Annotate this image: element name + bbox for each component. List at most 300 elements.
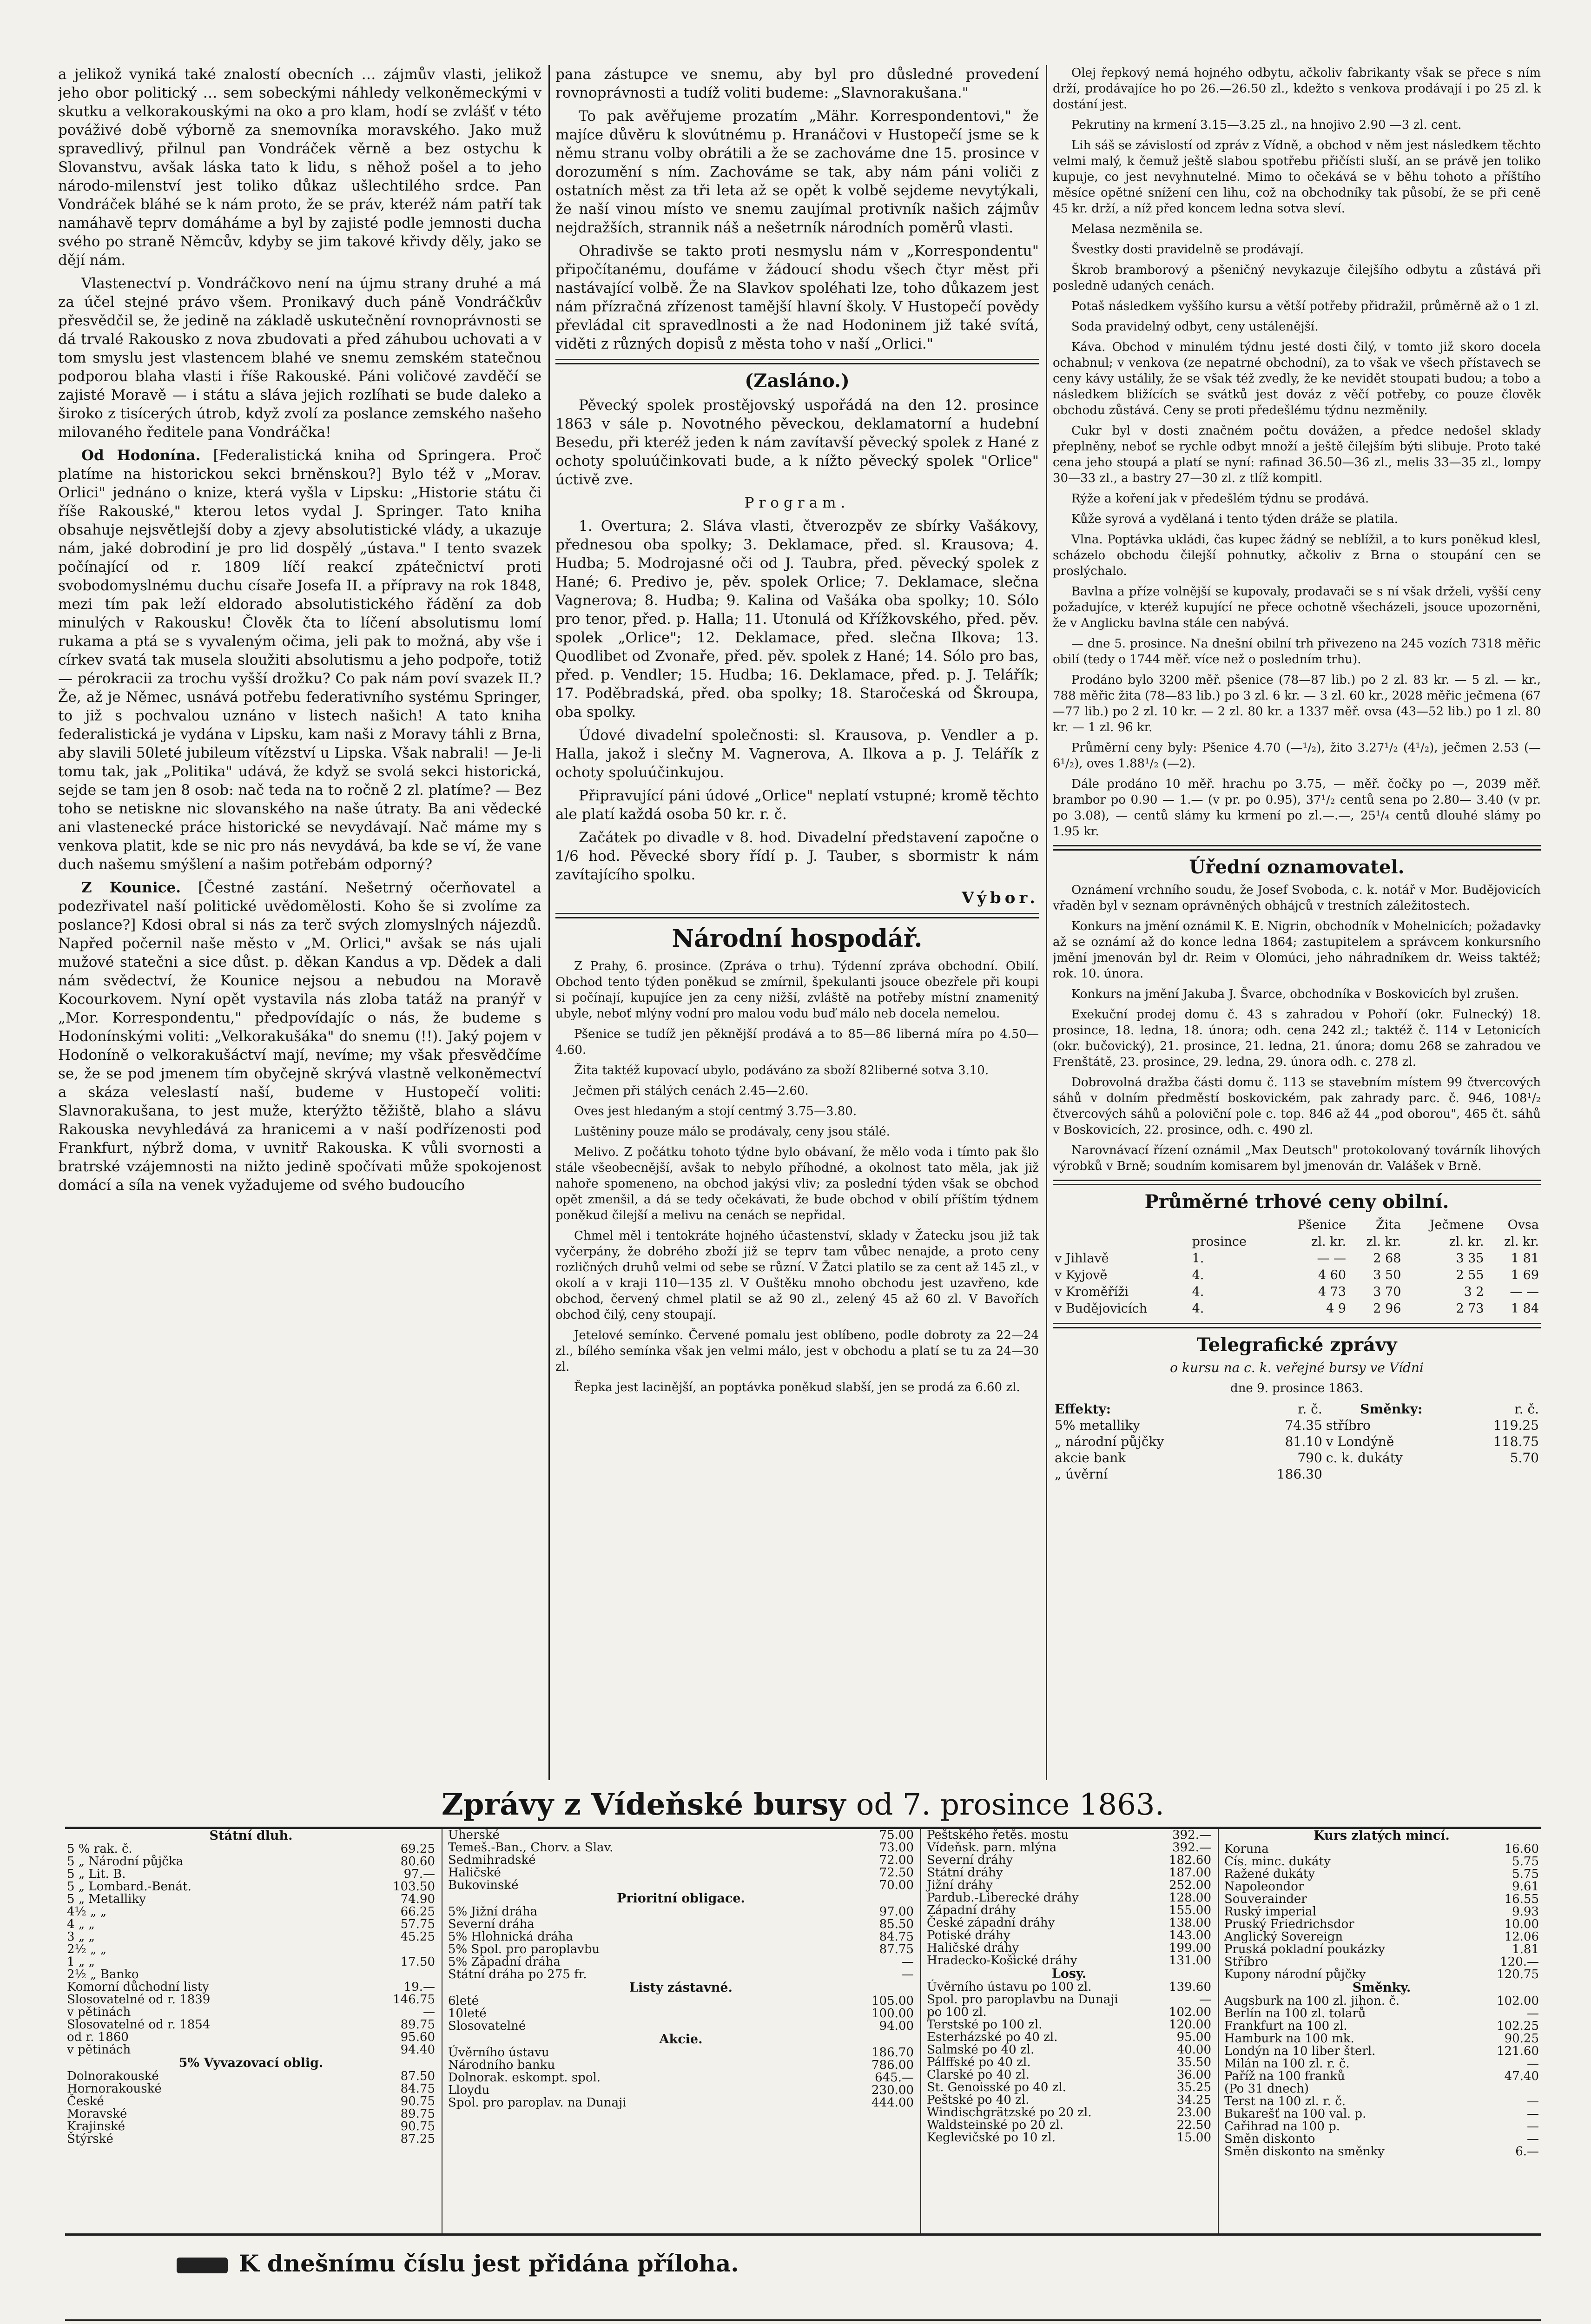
security-price: 9.93 bbox=[1512, 1905, 1539, 1919]
table-row bbox=[446, 1879, 916, 1892]
table-header-row: Effekty: r. č. Směnky: r. č. bbox=[1055, 1401, 1539, 1417]
table-row bbox=[1222, 1881, 1541, 1893]
table-row bbox=[65, 2133, 437, 2146]
table-row bbox=[65, 1893, 437, 1906]
security-name: Temeš.-Ban., Chorv. a Slav. bbox=[448, 1841, 614, 1855]
table-row bbox=[925, 1917, 1213, 1929]
market-paragraph: Luštěniny pouze málo se prodávaly, ceny jsou stálé. bbox=[574, 1125, 890, 1139]
security-price: 45.25 bbox=[400, 1930, 435, 1944]
table-row bbox=[925, 2132, 1213, 2144]
security-name: Milán na 100 zl. r. č. bbox=[1224, 2057, 1350, 2071]
security-name: Souverainder bbox=[1224, 1892, 1307, 1906]
security-name: Národního banku bbox=[448, 2058, 555, 2072]
security-price: 786.00 bbox=[871, 2058, 914, 2072]
security-price: 120.— bbox=[1500, 1955, 1539, 1969]
security-price: 12.06 bbox=[1504, 1930, 1539, 1944]
table-row bbox=[65, 1956, 437, 1968]
grain-price-table bbox=[1053, 1217, 1541, 1317]
table-row bbox=[1222, 2070, 1541, 2083]
security-price: — bbox=[902, 1967, 914, 1981]
bourse-section-heading: Listy zástavné. bbox=[629, 1981, 733, 1995]
security-price: 57.75 bbox=[400, 1917, 435, 1931]
notice-paragraph: Začátek po divadle v 8. hod. Divadelní představení započne o 1/6 hod. Pěvecké sbory řídí p. J. Tauber, s sbormistr k nám zavítajícího spolku. bbox=[555, 829, 1039, 883]
security-price: 23.00 bbox=[1176, 2106, 1211, 2119]
security-name: Slosovatelné od r. 1854 bbox=[67, 2018, 211, 2032]
table-row bbox=[925, 2119, 1213, 2132]
security-name: Salmské po 40 zl. bbox=[927, 2043, 1035, 2057]
market-paragraph: Z Prahy, 6. prosince. (Zpráva o trhu). Týdenní zpráva obchodní. Obilí. Obchod tento týden poněkud se zmírnil, špekulanti jsouce obezřele při koupi si počínají, kupujíce jen za ceny nižší, zvláště na potřeby místní znamenitý ubyle, neboť mlýny vodní pro malou vodu buď málo neb docela nemelou. bbox=[555, 959, 1039, 1021]
section-title: Úřední oznamovatel. bbox=[1189, 856, 1405, 878]
security-price: 120.75 bbox=[1497, 1967, 1539, 1981]
table-row bbox=[925, 1892, 1213, 1904]
security-price: 19.— bbox=[403, 1980, 435, 1994]
market-paragraph: Dále prodáno 10 měř. hrachu po 3.75, — měř. čočky po —, 2039 měř. brambor po 0.90 — 1.— (v pr. po 0.95), 37¹/₂ centů sena po 2.80— 3.40 (v pr. po 3.08), — centů slámy ku krmení po zl.—.—, 25¹/₄ centů dlouhé slámy po 1.95 kr. bbox=[1053, 777, 1541, 838]
market-paragraph: Jetelové semínko. Červené pomalu jest oblíbeno, podle dobroty za 22—24 zl., bílého semínka však jen velmi málo, jest v obchodu a platí se tu za 24—30 zl. bbox=[555, 1328, 1039, 1374]
table-row bbox=[446, 1918, 916, 1931]
security-name: Hornorakouské bbox=[67, 2082, 162, 2096]
security-price: 139.60 bbox=[1169, 1980, 1211, 1994]
security-price: 102.00 bbox=[1169, 2005, 1211, 2019]
security-name: Pálffské po 40 zl. bbox=[927, 2055, 1031, 2069]
security-name: 5 „ Metalliky bbox=[67, 1892, 146, 1906]
table-row bbox=[1222, 1843, 1541, 1855]
table-row bbox=[65, 2070, 437, 2083]
security-name: 3 „ „ bbox=[67, 1930, 95, 1944]
security-price bbox=[348, 1943, 437, 1956]
market-paragraph: Potaš následkem vyššího kursu a větší potřeby přidražil, průměrně až o 1 zl. bbox=[1071, 299, 1539, 313]
bourse-table bbox=[925, 1829, 1213, 1967]
security-price: 5.75 bbox=[1512, 1867, 1539, 1881]
security-name: Lloydu bbox=[448, 2083, 490, 2097]
security-name: Spol. pro paroplav. na Dunaji bbox=[448, 2096, 627, 2110]
article-paragraph: Vlastenectví p. Vondráčkovo není na újmu strany druhé a má za účel stejné právo všem. Pronikavý duch páně Vondráčkův přesvědčil se, že jedině na základě uskutečnění rovnoprávnosti se dá trvalé Rakousko z nova zbudovati a před záhubou uchovati a v tom smyslu jest vlastencem blahé ve snemu zemském statečnou podporou blaha vlasti i říše Rakouské. Páni voličové zavděčí se zajisté Moravě — i státu a sláva jejich rozlíhati se bude daleko a široko z tisícerých útrob, když zvolí za poslance zemského našeho milovaného ředitele pana Vondráčka! bbox=[58, 275, 541, 441]
security-name: Komorní důchodní listy bbox=[67, 1980, 209, 1994]
security-price: 75.00 bbox=[879, 1829, 914, 1842]
table-row bbox=[65, 1918, 437, 1931]
security-price: 155.00 bbox=[1169, 1903, 1211, 1917]
market-paragraph: Ječmen při stálých cenách 2.45—2.60. bbox=[574, 1084, 809, 1098]
security-name: Dolnorakouské bbox=[67, 2069, 159, 2083]
table-row bbox=[65, 1855, 437, 1868]
table-row bbox=[446, 1867, 916, 1879]
security-price: 95.00 bbox=[1176, 2030, 1211, 2044]
table-row bbox=[446, 1968, 916, 1981]
security-name: Stříbro bbox=[1224, 1955, 1268, 1969]
security-name: Potiské dráhy bbox=[927, 1928, 1010, 1942]
security-price: 35.25 bbox=[1176, 2080, 1211, 2094]
table-row bbox=[446, 2020, 916, 2033]
article-paragraph: Z Kounice. [Čestné zastání. Nešetrný očerňovatel a podezřivatel naší politické uvědomělosti. Koho še si zvolíme za poslance?] Kdosi obral si nás za terč svých zlomyslných nájezdů. Napřed počernil naše město v „M. Orlici," avšak se nás ujali mužové statečni a sice důst. p. děkan Kandus a vp. Dědek a dali nám svědectví, že Kounice nejsou a nebudou na Moravě Kocourkovem. Nyní opět vystavila nás zloba tatáž na pranýř v „Mor. Korrespondentu," předpovídajíc o nás, že budeme s Hodonínskými voliti: „Velkorakušáka" do snemu (!!). Jaký pojem v Hodoníně o velkorakušáctví mají, nevíme; my však přesvědčíme se, že se pod jmenem tím obyčejně skrývá vlastně velkoněmectví a skáza veleslastí naší, budeme v Hustopečí voliti: Slavnorakušana, to jest muže, kterýžto těžiště, blaho a slávu Rakouska nevyhledává za hranicemi a v naší podřízenosti pod Frankfurt, nýbrž doma, v uvnitř Rakouska. K vůli svornosti a bratrské vzájemnosti na nižto jedině spočívati může spokojenost domácí a síla na venek vyžadujeme od svého budoucího bbox=[58, 879, 541, 1194]
security-name: (Po 31 dnech) bbox=[1224, 2082, 1309, 2096]
notice-paragraph: Narovnávací řízení oznámil „Max Deutsch" protokolovaný továrník lihových výrobků v Brně; soudním komisarem byl jmenován dr. Valášek v Brně. bbox=[1053, 1143, 1541, 1173]
security-price: 90.75 bbox=[400, 2119, 435, 2133]
security-price: 392.— bbox=[1172, 1841, 1211, 1855]
security-price: 80.60 bbox=[400, 1855, 435, 1868]
bourse-column-state-debt bbox=[65, 1829, 437, 2233]
table-row bbox=[1222, 2108, 1541, 2120]
bourse-table bbox=[65, 1843, 437, 2056]
security-name: 6leté bbox=[448, 1994, 479, 2008]
security-name: 5% Jižní dráha bbox=[448, 1905, 538, 1919]
table-row bbox=[1222, 1995, 1541, 2007]
article-paragraph: Od Hodonína. [Federalistická kniha od Springera. Proč platíme na historickou sekci brněnskou?] Bylo též v „Morav. Orlici" jednáno o knize, která vyšla v Lipsku: „Historie státu či říše Rakouské," kterou letos vydal J. Springer. Tato kniha obsahuje nejsvětlejší doby a zjevy absolutistické vlády, a ukazuje nám, jaké dobrodiní je pro lid dospělý „ústava." I tento svazek počínající od r. 1809 líčí reakcí zpátečnictví proti svobodomyslnému duchu císaře Josefa II. a přípravy na rok 1848, mezi tím pak leží eldorado absolutistického řádění za dob minulých v Rakousku! Člověk čta to líčení absolutismu lomí rukama a ptá se s vyvaleným očima, jeli pak to možná, aby vše i církev svatá tak musela sloužiti absolutismu a jeho podpoře, totiž — pérokracii za trochu vyšší drožku? Co pak nám poví svazek II.? Že, až je Němec, usnává potřebu federativního systému Springer, to již s pochvalou uznáno v listech našich! A tato kniha federalistická je vydána v Lipsku, kam naši z Moravy táhli z Brna, aby slavili 50leté jubileum vítězství u Lipska. Však nabrali! — Je-li tomu tak, jak „Politika" udává, že když se svolá sekci historická, sejde se tam jen 8 osob: nač teda na to ročně 2 zl. platíme? — Bez toho se netiskne nic slovanského na naše útraty. Ba ani vědecké ani vlastenecké práce historické se nevydávají. Nač máme my s venkova platit, kde se nic pro nás nevydává, ba kde se ví, že vane duch našemu smýšlení a našim potřebám odporný? bbox=[58, 447, 541, 873]
table-row bbox=[446, 1995, 916, 2007]
security-name: Esterházské po 40 zl. bbox=[927, 2030, 1058, 2044]
security-price: 66.25 bbox=[400, 1905, 435, 1919]
bourse-table bbox=[65, 2070, 437, 2146]
security-price: 97.00 bbox=[879, 1905, 914, 1919]
table-row bbox=[1222, 1855, 1541, 1868]
security-price: 6.— bbox=[1515, 2145, 1539, 2159]
security-name: České západní dráhy bbox=[927, 1916, 1055, 1930]
table-row bbox=[65, 1881, 437, 1893]
bourse-table bbox=[1222, 1843, 1541, 1981]
security-name: od r. 1860 bbox=[67, 2030, 129, 2044]
table-row bbox=[446, 1956, 916, 1968]
bourse-section-heading: Akcie. bbox=[659, 2032, 703, 2047]
table-row bbox=[925, 1879, 1213, 1892]
security-name: Koruna bbox=[1224, 1842, 1269, 1856]
security-price: 72.50 bbox=[879, 1866, 914, 1880]
security-price: 187.00 bbox=[1169, 1866, 1211, 1880]
security-price: 131.00 bbox=[1169, 1954, 1211, 1967]
market-report-continued bbox=[1053, 65, 1541, 839]
security-name: 4½ „ „ bbox=[67, 1905, 107, 1919]
security-name: 5 „ Lit. B. bbox=[67, 1867, 126, 1881]
column-3 bbox=[1053, 65, 1541, 1780]
section-divider bbox=[555, 359, 1039, 364]
table-row bbox=[1222, 2120, 1541, 2133]
section-title: Národní hospodář. bbox=[672, 924, 923, 953]
table-row: „ úvěrní 186.30 bbox=[1055, 1466, 1322, 1482]
table-row bbox=[446, 1906, 916, 1918]
notice-paragraph: Konkurs na jmění Jakuba J. Švarce, obchodníka v Boskovicích byl zrušen. bbox=[1071, 987, 1519, 1001]
table-row bbox=[1222, 1943, 1541, 1956]
table-row bbox=[1222, 1893, 1541, 1906]
table-row bbox=[1222, 2146, 1541, 2158]
market-paragraph: Pekrutiny na krmení 3.15—3.25 zl., na hnojivo 2.90 —3 zl. cent. bbox=[1071, 118, 1462, 132]
article-paragraph: a jelikož vyniká také znalostí obecních … zájmův vlasti, jelikož jeho obor politický … sem sobeckými náhledy velkoněmeckými v skutku a velkorakouskými na oko a pro klam, hodí se zvlášť v této pováživé době výborně za snemovníka moravského. Jako muž spravedlivý, přilnul pan Vondráček věrně a bez ostychu k Slovanstvu, avšak láska tato k lidu, s něhož pošel a to jeho národo-milenství jest toliko důkaz ušlechtilého srdce. Pan Vondráček bláhé se k nám proto, že se práv, kteréž nám patří tak namáhavě teprv domáháme a byl by zajisté podle jemnosti ducha svého po straně Němcův, kdyby se jim takové křivdy děly, jako se dějí nám. bbox=[58, 66, 541, 269]
program-label: Program. bbox=[744, 495, 850, 511]
notice-paragraph: Údové divadelní společnosti: sl. Krausova, p. Vendler a p. Halla, jakož i slečny M. Vagnerova, A. Ilkova a p. J. Telářík z ochoty spoluúčinkujou. bbox=[555, 727, 1039, 781]
security-price: 84.75 bbox=[400, 2082, 435, 2096]
security-name: Státní dráha po 275 fr. bbox=[448, 1967, 587, 1981]
security-price: 121.60 bbox=[1497, 2044, 1539, 2058]
bourse-section-heading: Prioritní obligace. bbox=[617, 1891, 745, 1906]
bourse-section-heading: Směnky. bbox=[1352, 1981, 1411, 1995]
security-price: — bbox=[1527, 2107, 1539, 2121]
table-row bbox=[1222, 1906, 1541, 1918]
table-row bbox=[65, 1868, 437, 1881]
security-name: Státní dráhy bbox=[927, 1866, 1003, 1880]
bourse-column-obligations bbox=[446, 1829, 916, 2233]
table-row bbox=[1222, 1956, 1541, 1968]
section-subtitle: o kursu na c. k. veřejné bursy ve Vídni bbox=[1170, 1360, 1424, 1375]
security-price: 182.60 bbox=[1169, 1853, 1211, 1867]
security-name: 10leté bbox=[448, 2007, 487, 2020]
footer-rule bbox=[65, 2319, 1541, 2321]
security-price: 105.00 bbox=[871, 1994, 914, 2008]
table-header-row: Pšenice Žita Ječmene Ovsa bbox=[1297, 1218, 1539, 1232]
security-name: Ruský imperial bbox=[1224, 1905, 1316, 1919]
security-price: 94.00 bbox=[879, 2019, 914, 2033]
security-price: — bbox=[423, 2005, 435, 2019]
market-report bbox=[555, 958, 1039, 1395]
security-name: Peštského řetěs. mostu bbox=[927, 1829, 1069, 1842]
table-row bbox=[925, 2044, 1213, 2056]
security-price: — bbox=[902, 1955, 914, 1969]
security-name: 5% Západní dráha bbox=[448, 1955, 561, 1969]
table-row bbox=[446, 2007, 916, 2020]
article-heading: Z Kounice. bbox=[81, 879, 181, 896]
table-row bbox=[925, 2106, 1213, 2119]
security-name: Pardub.-Liberecké dráhy bbox=[927, 1891, 1079, 1905]
section-divider bbox=[1053, 1180, 1541, 1185]
security-name: Londýn na 10 liber šterl. bbox=[1224, 2044, 1376, 2058]
security-price: 16.60 bbox=[1504, 1842, 1539, 1856]
security-price: — bbox=[1527, 2132, 1539, 2146]
table-row bbox=[65, 2120, 437, 2133]
security-name: Augsburk na 100 zl. jihon. č. bbox=[1224, 1994, 1400, 2008]
notice-paragraph: Exekuční prodej domu č. 43 s zahradou v Pohoří (okr. Fulnecký) 18. prosince, 18. ledna, 18. února; odh. cena 242 zl.; taktéž č. 114 v Letonicích (okr. bučovický), 21. prosince, 21. ledna, 21. února; domu 268 se zahradou ve Frenštátě, 23. prosince, 29. ledna, 29. února odh. c. 278 zl. bbox=[1053, 1008, 1541, 1069]
table-row bbox=[925, 2031, 1213, 2044]
table-row bbox=[446, 1829, 916, 1842]
table-row bbox=[1222, 1931, 1541, 1943]
security-name: Terst na 100 zl. r. č. bbox=[1224, 2094, 1346, 2108]
table-row bbox=[925, 2056, 1213, 2069]
table-row bbox=[1222, 1868, 1541, 1881]
table-row: 5% metalliky 74.35 stříbro 119.25 bbox=[1055, 1418, 1539, 1433]
table-row bbox=[1222, 1968, 1541, 1981]
security-name: Hamburk na 100 mk. bbox=[1224, 2032, 1354, 2046]
table-row bbox=[1222, 2083, 1541, 2095]
bourse-table bbox=[446, 2047, 916, 2109]
security-price: 85.50 bbox=[879, 1917, 914, 1931]
security-price: 87.75 bbox=[879, 1942, 914, 1956]
security-price: 16.55 bbox=[1504, 1892, 1539, 1906]
table-row bbox=[1222, 2007, 1541, 2020]
table-row bbox=[446, 1943, 916, 1956]
notice-paragraph: Připravující páni údové „Orlice" neplatí vstupné; kromě těchto ale platí každá osoba 50 kr. r. č. bbox=[555, 787, 1039, 823]
security-name: Anglický Sovereign bbox=[1224, 1930, 1343, 1944]
security-name: Cís. minc. dukáty bbox=[1224, 1855, 1331, 1868]
notice-paragraph: Oznámení vrchního soudu, že Josef Svoboda, c. k. notář v Mor. Budějovicích vřaděn byl v seznam oprávněných obhájců v trestních záležitostech. bbox=[1053, 883, 1541, 913]
table-row bbox=[65, 2108, 437, 2120]
security-name: 5 % rak. č. bbox=[67, 1842, 132, 1856]
security-name: Haličské bbox=[448, 1866, 501, 1880]
table-row: v Budějovicích 4. 4 9 2 96 2 73 1 84 bbox=[1055, 1301, 1539, 1316]
article-paragraph: Ohradivše se takto proti nesmyslu nám v „Korrespondentu" připočítanému, doufáme v žádoucí shodu všech čtyr měst při nastávající volbě. Že na Slavkov spoléhati lze, toho důkazem jest nám přízračná zřízenost tamější hlavní školy. V Hustopečí povědy převládal cit spravedlnosti a že nad Hodoninem již také svítá, viděti z různých dopisů z města toho v naší „Orlici." bbox=[555, 243, 1039, 352]
table-row bbox=[925, 1942, 1213, 1954]
column-1 bbox=[58, 65, 541, 1780]
security-price bbox=[1476, 2083, 1541, 2095]
security-name: České bbox=[67, 2094, 104, 2108]
table-row bbox=[1222, 2095, 1541, 2108]
market-paragraph: Melasa nezměnila se. bbox=[1071, 222, 1203, 236]
table-row bbox=[925, 1981, 1213, 1994]
section-date: dne 9. prosince 1863. bbox=[1230, 1381, 1363, 1395]
official-notices bbox=[1053, 882, 1541, 1174]
security-name: Západní dráhy bbox=[927, 1903, 1016, 1917]
table-row bbox=[65, 2095, 437, 2108]
security-price: 22.50 bbox=[1176, 2118, 1211, 2132]
security-price: 74.90 bbox=[400, 1892, 435, 1906]
article-heading: Od Hodonína. bbox=[81, 447, 201, 464]
table-row bbox=[65, 2044, 437, 2056]
security-name: Terstské po 100 zl. bbox=[927, 2018, 1043, 2032]
table-row: v Jihlavě 1. — — 2 68 3 35 1 81 bbox=[1055, 1251, 1539, 1266]
security-price: 17.50 bbox=[400, 1955, 435, 1969]
security-price: 69.25 bbox=[400, 1842, 435, 1856]
bourse-section-heading: 5% Vyvazovací oblig. bbox=[178, 2056, 323, 2070]
security-name: 4 „ „ bbox=[67, 1917, 95, 1931]
security-price: 9.61 bbox=[1512, 1880, 1539, 1894]
security-name: Úvěrního ústavu po 100 zl. bbox=[927, 1980, 1092, 1994]
security-name: v pětinách bbox=[67, 2005, 131, 2019]
security-price: 89.75 bbox=[400, 2018, 435, 2032]
security-price: 34.25 bbox=[1176, 2093, 1211, 2107]
table-row bbox=[925, 1929, 1213, 1942]
security-name: po 100 zl. bbox=[927, 2005, 987, 2019]
market-paragraph: Bavlna a příze volnější se kupovaly, prodavači se s ní však drželi, vyšší ceny požadujíce, v kteréž kupující ne přece ochotně všecházeli, jsouce upozorněni, že v Anglicku bavlna stále cen nabývá. bbox=[1053, 585, 1541, 630]
security-price: — bbox=[1199, 1993, 1211, 2007]
table-row bbox=[925, 1954, 1213, 1967]
security-price: 10.00 bbox=[1504, 1917, 1539, 1931]
security-price: — bbox=[1527, 2007, 1539, 2020]
signature: Výbor. bbox=[962, 889, 1039, 907]
table-row bbox=[1222, 2033, 1541, 2045]
security-price: 143.00 bbox=[1169, 1928, 1211, 1942]
market-paragraph: Prodáno bylo 3200 měř. pšenice (78—87 lib.) po 2 zl. 83 kr. — 5 zl. — kr., 788 měřic žita (78—83 lib.) po 3 zl. 6 kr. — 3 zl. 60 kr., 2028 měřic ječmena (67—77 lib.) po 2 zl. 10 kr. — 2 zl. 80 kr. a 1337 měř. ovsa (43—52 lib.) po 1 zl. 80 kr. — 1 zl. 96 kr. bbox=[1053, 673, 1541, 734]
security-name: Pruský Friedrichsdor bbox=[1224, 1917, 1354, 1931]
section-divider bbox=[1053, 1323, 1541, 1328]
security-price: 120.00 bbox=[1169, 2018, 1211, 2032]
section-title: Průměrné trhové ceny obilní. bbox=[1144, 1191, 1449, 1213]
market-paragraph: Cukr byl v dosti značném počtu dovážen, a předce nedošel sklady přeplněny, neboť se rychle odbyt množí a ještě čilejším býti slibuje. Proto také cena jeho stoupá a platí se nyní: rafinad 36.50—36 zl., melis 33—35 zl., lompy 30—33 zl., a bastry 27—30 zl. z tlíž kompitl. bbox=[1053, 424, 1541, 485]
security-name: Slosovatelné od r. 1839 bbox=[67, 1993, 211, 2007]
market-paragraph: Soda pravidelný odbyt, ceny ustálenější. bbox=[1071, 320, 1319, 334]
security-name: Severní dráha bbox=[448, 1917, 535, 1931]
section-title: Telegrafické zprávy bbox=[1196, 1334, 1397, 1356]
bourse-section-heading: Kurs zlatých mincí. bbox=[1314, 1829, 1450, 1843]
market-paragraph: Pšenice se tudíž jen pěknější prodává a to 85—86 liberná míra po 4.50—4.60. bbox=[555, 1027, 1039, 1057]
program-list: 1. Overtura; 2. Sláva vlasti, čtverozpěv ze sbírky Vašákovy, přednesou oba spolky; 3. Deklamace, před. sl. Krausova; 4. Hudba; 5. Modrojasné oči od J. Taubra, před. pěvecký spolek z Hané; 6. Predivo je, pěv. spolek Orlice; 7. Deklamace, slečna Vagnerova; 8. Hudba; 9. Kalina od Vašáka oba spolky; 10. Sólo pro tenor, před. p. Halla; 11. Utonulá od Křížkovského, před. pěv. spolek „Orlice"; 12. Deklamace, před. slečna Ilkova; 13. Quodlibet od Zvonaře, před. pěv. spolek z Hané; 14. Sólo pro bas, před. p. Vendler; 15. Hudba; 16. Deklamace, před. p. J. Telářík; 17. Poděbradská, před. oba spolky; 18. Staročeská od Škroupa, oba spolky. bbox=[555, 518, 1039, 720]
security-name: 5 „ Lombard.-Benát. bbox=[67, 1880, 191, 1894]
security-price: 392.— bbox=[1172, 1829, 1211, 1842]
security-name: Peštské po 40 zl. bbox=[927, 2093, 1030, 2107]
table-row bbox=[925, 2069, 1213, 2081]
bourse-title: Zprávy z Vídeňské bursy od 7. prosince 1863. bbox=[442, 1787, 1164, 1822]
article-paragraph: To pak avěřujeme prozatím „Mähr. Korrespondentovi," že majíce důvěru k slovútnému p. Hranáčovi v Hustopečí jsme se k němu stranu volby obrátili a že se zachováme dne 15. prosince v dorozumění s ním. Zachováme se tak, aby nám páni voliči z ostatních měst za tři leta až se opět k volbě sejdeme nevytýkali, že naší vinou místo ve snemu zaujímal protivník našich zájmův nejdražších, strannik náš a nešetrník národních poměrů vlasti. bbox=[555, 108, 1039, 236]
security-price: 72.00 bbox=[879, 1853, 914, 1867]
table-row bbox=[65, 2006, 437, 2019]
security-price: 36.00 bbox=[1176, 2068, 1211, 2082]
security-name: Hradecko-Košické dráhy bbox=[927, 1954, 1077, 1967]
security-price: 252.00 bbox=[1169, 1878, 1211, 1892]
market-paragraph: — dne 5. prosince. Na dnešní obilní trh přivezeno na 245 vozích 7318 měřic obilí (tedy o 1744 měř. více než o posledním trhu). bbox=[1053, 637, 1541, 667]
security-name: Vídeňsk. parn. mlýna bbox=[927, 1841, 1057, 1855]
table-row bbox=[1222, 2045, 1541, 2058]
table-row bbox=[446, 2059, 916, 2072]
market-paragraph: Řepka jest lacinější, an poptávka poněkud slabší, jen se prodá za 6.60 zl. bbox=[574, 1380, 1020, 1394]
column-divider bbox=[1218, 1829, 1219, 2233]
security-price: 128.00 bbox=[1169, 1891, 1211, 1905]
table-row bbox=[65, 1981, 437, 1994]
security-price: 84.75 bbox=[879, 1930, 914, 1944]
security-name: Uherské bbox=[448, 1829, 500, 1842]
security-name: Pruská pokladní poukázky bbox=[1224, 1942, 1385, 1956]
table-row bbox=[1222, 2058, 1541, 2070]
table-row bbox=[65, 1943, 437, 1956]
security-name: 5% Spol. pro paroplavbu bbox=[448, 1942, 600, 1956]
security-name: 1 „ „ bbox=[67, 1955, 95, 1969]
security-name: Moravské bbox=[67, 2107, 127, 2121]
table-subheader-row: prosince zl. kr. zl. kr. zl. kr. zl. kr. bbox=[1192, 1235, 1539, 1249]
table-row bbox=[446, 1842, 916, 1854]
bourse-table bbox=[925, 1981, 1213, 2144]
security-price: 444.00 bbox=[871, 2096, 914, 2110]
security-price: 73.00 bbox=[879, 1841, 914, 1855]
supplement-notice: K dnešnímu číslu jest přidána příloha. bbox=[177, 2250, 739, 2277]
table-row bbox=[65, 2019, 437, 2031]
security-name: Spol. pro paroplavbu na Dunaji bbox=[927, 1993, 1118, 2007]
security-price: 47.40 bbox=[1504, 2069, 1539, 2083]
security-name: 2½ „ „ bbox=[67, 1942, 107, 1956]
security-price: 1.81 bbox=[1512, 1942, 1539, 1956]
bourse-table bbox=[446, 1829, 916, 1892]
security-price: 100.00 bbox=[871, 2007, 914, 2020]
security-name: Ražené dukáty bbox=[1224, 1867, 1315, 1881]
table-row bbox=[925, 2094, 1213, 2106]
security-name: Bukarešť na 100 val. p. bbox=[1224, 2107, 1367, 2121]
table-row bbox=[925, 1904, 1213, 1917]
bourse-table bbox=[446, 1906, 916, 1981]
table-row bbox=[925, 1854, 1213, 1867]
bourse-section-heading: Losy. bbox=[1051, 1967, 1087, 1981]
table-row bbox=[1222, 2133, 1541, 2146]
security-price: 102.25 bbox=[1497, 2019, 1539, 2033]
table-row bbox=[446, 1931, 916, 1943]
security-name: Úvěrního ústavu bbox=[448, 2046, 549, 2060]
security-name: Waldsteinské po 20 zl. bbox=[927, 2118, 1064, 2132]
table-row bbox=[1222, 2020, 1541, 2033]
table-row bbox=[925, 1994, 1213, 2006]
market-paragraph: Oves jest hledaným a stojí centmý 3.75—3.80. bbox=[574, 1104, 857, 1118]
table-row bbox=[446, 2084, 916, 2097]
security-name: Krajinské bbox=[67, 2119, 125, 2133]
table-row bbox=[65, 1931, 437, 1943]
security-price: 94.40 bbox=[400, 2043, 435, 2057]
security-price: 138.00 bbox=[1169, 1916, 1211, 1930]
security-name: Sedmihradské bbox=[448, 1853, 536, 1867]
security-name: Clarské po 40 zl. bbox=[927, 2068, 1030, 2082]
market-paragraph: Švestky dosti pravidelně se prodávají. bbox=[1071, 243, 1304, 257]
notice-paragraph: Pěvecký spolek prostějovský uspořádá na den 12. prosince 1863 v sále p. Novotného pěveckou, deklamatorní a hudební Besedu, při kteréž jeden k nám zavítavší pěvecký spolek z Hané z ochoty spoluúčinkovati bude, a k nížto pěvecký spolek "Orlice" úctivě zve. bbox=[555, 397, 1039, 488]
security-price: 90.25 bbox=[1504, 2032, 1539, 2046]
table-row bbox=[446, 2097, 916, 2109]
table-row bbox=[65, 1906, 437, 1918]
security-price: 645.— bbox=[875, 2071, 914, 2085]
notice-paragraph: Dobrovolná dražba části domu č. 113 se stavebním místem 99 čtvercových sáhů v dolním předměstí boskovickém, pak zahrady parc. č. 946, 108¹/₂ čtvercových sáhů a poloviční pole c. top. 846 až 44 „pod oborou", 465 čt. sáhů v Boskovicích, 22. prosince, odh. c. 490 zl. bbox=[1053, 1076, 1541, 1137]
security-name: Směn diskonto na směnky bbox=[1224, 2145, 1385, 2159]
bourse-table bbox=[1222, 1995, 1541, 2158]
security-name: Směn diskonto bbox=[1224, 2132, 1315, 2146]
security-price: 97.— bbox=[403, 1867, 435, 1881]
security-price: 89.75 bbox=[400, 2107, 435, 2121]
security-name: Frankfurt na 100 zl. bbox=[1224, 2019, 1347, 2033]
security-price bbox=[348, 1968, 437, 1981]
article-paragraph: pana zástupce ve snemu, aby byl pro důsledné provedení rovnoprávnosti a tudíž voliti budeme: „Slavnorakušana." bbox=[555, 66, 1039, 101]
